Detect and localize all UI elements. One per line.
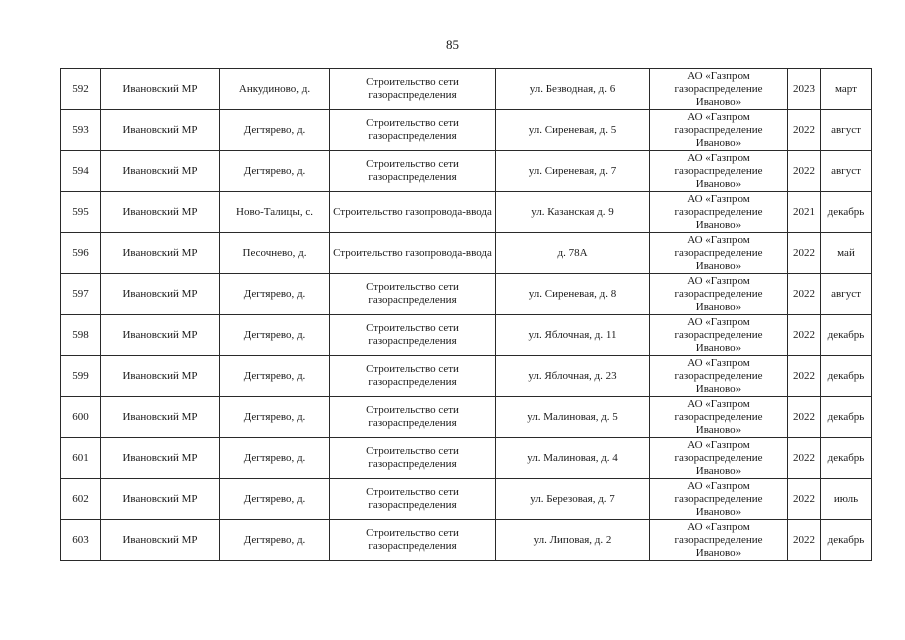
table-row [61, 69, 872, 110]
year-cell: 2022 [788, 274, 821, 315]
organization-line: Иваново» [695, 218, 742, 231]
district-cell: Ивановский МР [101, 479, 220, 520]
organization-cell [650, 356, 788, 397]
work-type-cell: Строительство газопровода-ввода [330, 233, 496, 274]
table-row [61, 520, 872, 561]
table-row [61, 274, 872, 315]
district-cell: Ивановский МР [101, 438, 220, 479]
organization-line: АО «Газпром [687, 69, 750, 82]
settlement-cell: Дегтярево, д. [220, 356, 330, 397]
gasification-table [60, 68, 872, 561]
district-cell: Ивановский МР [101, 274, 220, 315]
work-type-cell: Строительство сети газораспределения [330, 397, 496, 438]
organization-line: Иваново» [695, 546, 742, 559]
organization-line: газораспределение [674, 246, 763, 259]
address-cell: ул. Безводная, д. 6 [496, 69, 650, 110]
month-cell: август [821, 151, 872, 192]
work-type-cell: Строительство сети газораспределения [330, 479, 496, 520]
table-row [61, 315, 872, 356]
organization-line: Иваново» [695, 95, 742, 108]
table-row [61, 356, 872, 397]
organization-line: Иваново» [695, 259, 742, 272]
organization-line: АО «Газпром [687, 397, 750, 410]
row-number-cell: 599 [61, 356, 101, 397]
row-number-cell: 602 [61, 479, 101, 520]
settlement-cell: Дегтярево, д. [220, 274, 330, 315]
district-cell: Ивановский МР [101, 192, 220, 233]
organization-line: АО «Газпром [687, 356, 750, 369]
row-number-cell: 594 [61, 151, 101, 192]
organization-line: Иваново» [695, 177, 742, 190]
organization-cell [650, 438, 788, 479]
organization-line: газораспределение [674, 451, 763, 464]
table-body [61, 69, 872, 561]
address-cell: ул. Сиреневая, д. 8 [496, 274, 650, 315]
year-cell: 2022 [788, 233, 821, 274]
organization-cell [650, 315, 788, 356]
settlement-cell: Ново-Талицы, с. [220, 192, 330, 233]
district-cell: Ивановский МР [101, 233, 220, 274]
settlement-cell: Дегтярево, д. [220, 438, 330, 479]
page-number: 85 [446, 37, 459, 52]
district-cell: Ивановский МР [101, 110, 220, 151]
organization-cell [650, 479, 788, 520]
organization-line: АО «Газпром [687, 438, 750, 451]
organization-line: газораспределение [674, 492, 763, 505]
year-cell: 2022 [788, 356, 821, 397]
organization-line: Иваново» [695, 382, 742, 395]
organization-line: газораспределение [674, 410, 763, 423]
row-number-cell: 600 [61, 397, 101, 438]
address-cell: ул. Яблочная, д. 23 [496, 356, 650, 397]
organization-cell [650, 110, 788, 151]
address-cell: д. 78А [496, 233, 650, 274]
work-type-cell: Строительство сети газораспределения [330, 356, 496, 397]
organization-line: Иваново» [695, 423, 742, 436]
organization-cell [650, 397, 788, 438]
organization-line: АО «Газпром [687, 315, 750, 328]
address-cell: ул. Сиреневая, д. 5 [496, 110, 650, 151]
organization-line: Иваново» [695, 505, 742, 518]
organization-cell [650, 151, 788, 192]
work-type-cell: Строительство сети газораспределения [330, 151, 496, 192]
work-type-cell: Строительство сети газораспределения [330, 110, 496, 151]
district-cell: Ивановский МР [101, 69, 220, 110]
settlement-cell: Песочнево, д. [220, 233, 330, 274]
row-number-cell: 592 [61, 69, 101, 110]
row-number-cell: 597 [61, 274, 101, 315]
table-row [61, 397, 872, 438]
table-row [61, 192, 872, 233]
organization-line: газораспределение [674, 164, 763, 177]
month-cell: декабрь [821, 397, 872, 438]
settlement-cell: Дегтярево, д. [220, 479, 330, 520]
district-cell: Ивановский МР [101, 315, 220, 356]
table-row [61, 438, 872, 479]
work-type-cell: Строительство сети газораспределения [330, 315, 496, 356]
month-cell: май [821, 233, 872, 274]
district-cell: Ивановский МР [101, 356, 220, 397]
organization-cell [650, 69, 788, 110]
table-row [61, 479, 872, 520]
organization-line: газораспределение [674, 82, 763, 95]
work-type-cell: Строительство сети газораспределения [330, 274, 496, 315]
organization-line: АО «Газпром [687, 479, 750, 492]
row-number-cell: 593 [61, 110, 101, 151]
year-cell: 2022 [788, 438, 821, 479]
organization-cell [650, 520, 788, 561]
address-cell: ул. Малиновая, д. 4 [496, 438, 650, 479]
month-cell: июль [821, 479, 872, 520]
address-cell: ул. Березовая, д. 7 [496, 479, 650, 520]
address-cell: ул. Малиновая, д. 5 [496, 397, 650, 438]
year-cell: 2022 [788, 110, 821, 151]
month-cell: декабрь [821, 438, 872, 479]
month-cell: август [821, 274, 872, 315]
organization-line: газораспределение [674, 369, 763, 382]
month-cell: декабрь [821, 192, 872, 233]
row-number-cell: 595 [61, 192, 101, 233]
row-number-cell: 601 [61, 438, 101, 479]
settlement-cell: Анкудиново, д. [220, 69, 330, 110]
month-cell: декабрь [821, 520, 872, 561]
work-type-cell: Строительство сети газораспределения [330, 69, 496, 110]
work-type-cell: Строительство газопровода-ввода [330, 192, 496, 233]
district-cell: Ивановский МР [101, 151, 220, 192]
year-cell: 2022 [788, 520, 821, 561]
organization-cell [650, 192, 788, 233]
year-cell: 2022 [788, 315, 821, 356]
address-cell: ул. Липовая, д. 2 [496, 520, 650, 561]
organization-line: газораспределение [674, 533, 763, 546]
row-number-cell: 596 [61, 233, 101, 274]
district-cell: Ивановский МР [101, 520, 220, 561]
organization-line: Иваново» [695, 300, 742, 313]
month-cell: март [821, 69, 872, 110]
organization-line: Иваново» [695, 341, 742, 354]
organization-line: АО «Газпром [687, 233, 750, 246]
organization-line: Иваново» [695, 464, 742, 477]
organization-line: газораспределение [674, 328, 763, 341]
row-number-cell: 598 [61, 315, 101, 356]
organization-line: АО «Газпром [687, 192, 750, 205]
year-cell: 2023 [788, 69, 821, 110]
settlement-cell: Дегтярево, д. [220, 110, 330, 151]
organization-line: АО «Газпром [687, 520, 750, 533]
address-cell: ул. Яблочная, д. 11 [496, 315, 650, 356]
year-cell: 2022 [788, 151, 821, 192]
month-cell: декабрь [821, 315, 872, 356]
month-cell: декабрь [821, 356, 872, 397]
district-cell: Ивановский МР [101, 397, 220, 438]
settlement-cell: Дегтярево, д. [220, 315, 330, 356]
year-cell: 2022 [788, 479, 821, 520]
settlement-cell: Дегтярево, д. [220, 520, 330, 561]
organization-line: АО «Газпром [687, 274, 750, 287]
work-type-cell: Строительство сети газораспределения [330, 520, 496, 561]
settlement-cell: Дегтярево, д. [220, 151, 330, 192]
work-type-cell: Строительство сети газораспределения [330, 438, 496, 479]
row-number-cell: 603 [61, 520, 101, 561]
organization-line: газораспределение [674, 205, 763, 218]
month-cell: август [821, 110, 872, 151]
address-cell: ул. Сиреневая, д. 7 [496, 151, 650, 192]
organization-line: газораспределение [674, 287, 763, 300]
year-cell: 2022 [788, 397, 821, 438]
organization-line: газораспределение [674, 123, 763, 136]
organization-cell [650, 274, 788, 315]
settlement-cell: Дегтярево, д. [220, 397, 330, 438]
table-row [61, 151, 872, 192]
year-cell: 2021 [788, 192, 821, 233]
table-row [61, 233, 872, 274]
table-row [61, 110, 872, 151]
organization-cell [650, 233, 788, 274]
organization-line: Иваново» [695, 136, 742, 149]
organization-line: АО «Газпром [687, 110, 750, 123]
organization-line: АО «Газпром [687, 151, 750, 164]
address-cell: ул. Казанская д. 9 [496, 192, 650, 233]
